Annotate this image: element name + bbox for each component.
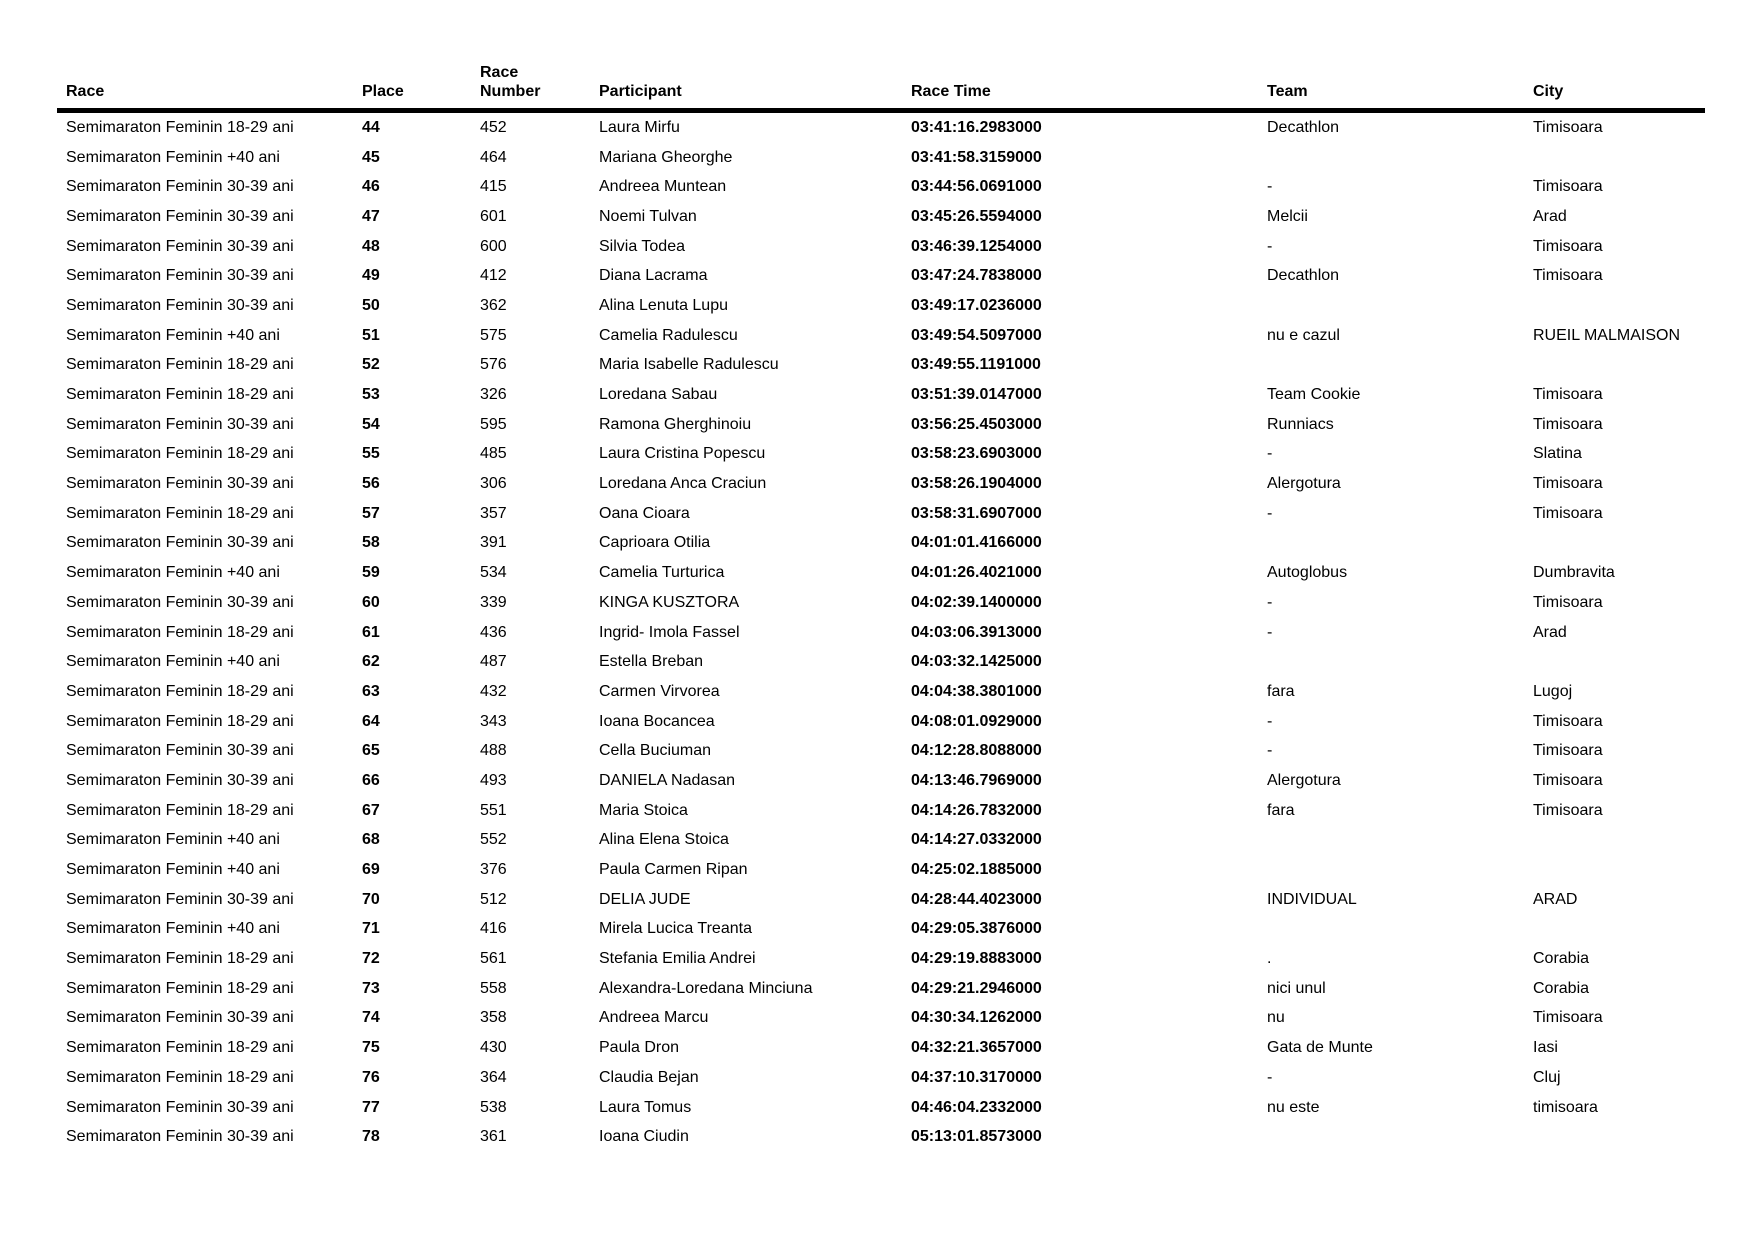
- cell-race-time: 03:58:26.1904000: [911, 475, 1042, 493]
- cell-participant: Camelia Turturica: [599, 564, 725, 582]
- cell-race-time: 04:12:28.8088000: [911, 742, 1042, 760]
- cell-team: Decathlon: [1267, 118, 1340, 136]
- cell-participant: Caprioara Otilia: [599, 534, 711, 552]
- cell-race-number: 512: [480, 890, 507, 908]
- cell-city: [1524, 528, 1705, 558]
- table-row: [57, 469, 1705, 499]
- cell-team: [1258, 528, 1524, 558]
- table-row: [57, 766, 1705, 796]
- cell-race: Semimaraton Feminin 18-29 ani: [66, 950, 294, 968]
- cell-participant: Ingrid- Imola Fassel: [599, 623, 740, 641]
- cell-race: Semimaraton Feminin 18-29 ani: [66, 504, 294, 522]
- cell-race-number: 575: [480, 326, 507, 344]
- cell-race-number: 464: [480, 148, 507, 166]
- cell-team: nici unul: [1267, 979, 1326, 997]
- cell-race-number: 376: [480, 861, 507, 879]
- cell-race-number: 306: [480, 475, 507, 493]
- cell-race-number: 576: [480, 356, 507, 374]
- cell-team: fara: [1267, 801, 1295, 819]
- cell-race-time: 03:41:16.2983000: [911, 118, 1042, 136]
- cell-race-number: 561: [480, 950, 507, 968]
- cell-participant: Andreea Muntean: [599, 178, 727, 196]
- results-page: [57, 62, 1705, 1152]
- cell-race-number: 601: [480, 207, 507, 225]
- cell-place: 61: [362, 623, 380, 641]
- table-row: [57, 142, 1705, 172]
- cell-team: Melcii: [1267, 207, 1308, 225]
- cell-participant: Ioana Bocancea: [599, 712, 715, 730]
- cell-race: Semimaraton Feminin 18-29 ani: [66, 712, 294, 730]
- cell-race-number: 538: [480, 1098, 507, 1116]
- cell-race: Semimaraton Feminin 30-39 ani: [66, 178, 294, 196]
- cell-race-number: 430: [480, 1039, 507, 1057]
- cell-city: Arad: [1533, 623, 1567, 641]
- cell-city: [1524, 647, 1705, 677]
- cell-race: Semimaraton Feminin 30-39 ani: [66, 593, 294, 611]
- header-row: [57, 62, 1705, 110]
- cell-race: Semimaraton Feminin 30-39 ani: [66, 296, 294, 314]
- cell-city: Timisoara: [1533, 801, 1603, 819]
- cell-race-time: 04:01:01.4166000: [911, 534, 1042, 552]
- cell-race-time: 03:49:17.0236000: [911, 296, 1042, 314]
- table-row: [57, 439, 1705, 469]
- cell-race-number: 452: [480, 118, 507, 136]
- cell-race-time: 03:41:58.3159000: [911, 148, 1042, 166]
- cell-race-number: 361: [480, 1128, 507, 1146]
- cell-team: nu: [1267, 1009, 1285, 1027]
- cell-race-time: 04:02:39.1400000: [911, 593, 1042, 611]
- cell-race-time: 04:01:26.4021000: [911, 564, 1042, 582]
- cell-team: -: [1267, 593, 1273, 611]
- cell-race: Semimaraton Feminin 30-39 ani: [66, 475, 294, 493]
- cell-participant: Alina Elena Stoica: [599, 831, 729, 849]
- cell-race: Semimaraton Feminin 30-39 ani: [66, 267, 294, 285]
- cell-team: Alergotura: [1267, 475, 1341, 493]
- cell-city: Cluj: [1533, 1068, 1561, 1086]
- cell-race-time: 03:51:39.0147000: [911, 386, 1042, 404]
- cell-place: 56: [362, 475, 380, 493]
- cell-place: 51: [362, 326, 380, 344]
- cell-place: 49: [362, 267, 380, 285]
- cell-city: Timisoara: [1533, 742, 1603, 760]
- table-row: [57, 944, 1705, 974]
- cell-place: 68: [362, 831, 380, 849]
- cell-participant: Mirela Lucica Treanta: [599, 920, 752, 938]
- cell-city: Timisoara: [1533, 118, 1603, 136]
- cell-race-number: 357: [480, 504, 507, 522]
- cell-place: 59: [362, 564, 380, 582]
- header-race-number-line1: Race: [480, 63, 519, 81]
- cell-participant: Andreea Marcu: [599, 1009, 709, 1027]
- cell-participant: DANIELA Nadasan: [599, 771, 736, 789]
- cell-race-number: 558: [480, 979, 507, 997]
- cell-city: Corabia: [1533, 979, 1590, 997]
- cell-race: Semimaraton Feminin 30-39 ani: [66, 207, 294, 225]
- cell-team: Runniacs: [1267, 415, 1334, 433]
- cell-team: -: [1267, 712, 1273, 730]
- table-row: [57, 172, 1705, 202]
- cell-race-number: 364: [480, 1068, 507, 1086]
- header-team: Team: [1258, 62, 1524, 110]
- header-city: City: [1524, 62, 1705, 110]
- cell-place: 54: [362, 415, 380, 433]
- cell-place: 47: [362, 207, 380, 225]
- cell-race-number: 391: [480, 534, 507, 552]
- cell-team: Alergotura: [1267, 771, 1341, 789]
- cell-race: Semimaraton Feminin 30-39 ani: [66, 1009, 294, 1027]
- cell-city: ARAD: [1533, 890, 1578, 908]
- cell-race-time: 04:46:04.2332000: [911, 1098, 1042, 1116]
- table-row: [57, 261, 1705, 291]
- table-row: [57, 291, 1705, 321]
- cell-city: Corabia: [1533, 950, 1590, 968]
- table-row: [57, 855, 1705, 885]
- cell-city: Timisoara: [1533, 237, 1603, 255]
- cell-place: 52: [362, 356, 380, 374]
- cell-race: Semimaraton Feminin 18-29 ani: [66, 682, 294, 700]
- cell-race-number: 493: [480, 771, 507, 789]
- cell-team: -: [1267, 623, 1273, 641]
- cell-race-number: 326: [480, 386, 507, 404]
- header-race-time: Race Time: [902, 62, 1258, 110]
- cell-participant: KINGA KUSZTORA: [599, 593, 740, 611]
- table-row: [57, 795, 1705, 825]
- cell-race-time: 03:58:31.6907000: [911, 504, 1042, 522]
- header-place: Place: [353, 62, 471, 110]
- cell-race-time: 03:58:23.6903000: [911, 445, 1042, 463]
- cell-participant: Alina Lenuta Lupu: [599, 296, 728, 314]
- table-row: [57, 825, 1705, 855]
- cell-race: Semimaraton Feminin 30-39 ani: [66, 1128, 294, 1146]
- cell-race-time: 04:29:19.8883000: [911, 950, 1042, 968]
- cell-city: [1524, 291, 1705, 321]
- cell-race: Semimaraton Feminin +40 ani: [66, 861, 280, 879]
- cell-team: -: [1267, 178, 1273, 196]
- cell-place: 75: [362, 1039, 380, 1057]
- cell-race: Semimaraton Feminin 18-29 ani: [66, 356, 294, 374]
- cell-team: [1258, 350, 1524, 380]
- cell-place: 70: [362, 890, 380, 908]
- header-race-number: [471, 62, 590, 110]
- table-body: [57, 110, 1705, 1152]
- cell-race-number: 339: [480, 593, 507, 611]
- cell-race: Semimaraton Feminin 30-39 ani: [66, 534, 294, 552]
- cell-place: 50: [362, 296, 380, 314]
- cell-city: Timisoara: [1533, 504, 1603, 522]
- cell-place: 73: [362, 979, 380, 997]
- cell-participant: Cella Buciuman: [599, 742, 712, 760]
- cell-city: Timisoara: [1533, 771, 1603, 789]
- cell-city: Dumbravita: [1533, 564, 1615, 582]
- results-table: [57, 62, 1705, 1152]
- cell-team: -: [1267, 742, 1273, 760]
- cell-place: 72: [362, 950, 380, 968]
- cell-team: -: [1267, 237, 1273, 255]
- cell-race-time: 04:28:44.4023000: [911, 890, 1042, 908]
- cell-race: Semimaraton Feminin 30-39 ani: [66, 237, 294, 255]
- table-row: [57, 350, 1705, 380]
- cell-team: Gata de Munte: [1267, 1039, 1373, 1057]
- cell-participant: Laura Tomus: [599, 1098, 692, 1116]
- table-row: [57, 706, 1705, 736]
- cell-race-number: 416: [480, 920, 507, 938]
- cell-place: 48: [362, 237, 380, 255]
- cell-place: 67: [362, 801, 380, 819]
- cell-city: Slatina: [1533, 445, 1582, 463]
- cell-race-time: 03:49:55.1191000: [911, 356, 1041, 374]
- cell-race-time: 03:47:24.7838000: [911, 267, 1042, 285]
- table-row: [57, 110, 1705, 142]
- cell-race: Semimaraton Feminin 18-29 ani: [66, 801, 294, 819]
- table-row: [57, 914, 1705, 944]
- cell-place: 74: [362, 1009, 380, 1027]
- cell-participant: Oana Cioara: [599, 504, 690, 522]
- cell-city: RUEIL MALMAISON: [1533, 326, 1680, 344]
- cell-race: Semimaraton Feminin +40 ani: [66, 564, 280, 582]
- cell-team: [1258, 291, 1524, 321]
- cell-race-time: 03:46:39.1254000: [911, 237, 1042, 255]
- cell-place: 57: [362, 504, 380, 522]
- cell-race: Semimaraton Feminin 18-29 ani: [66, 979, 294, 997]
- table-row: [57, 1063, 1705, 1093]
- cell-race-time: 05:13:01.8573000: [911, 1128, 1042, 1146]
- cell-race-time: 04:03:06.3913000: [911, 623, 1042, 641]
- cell-participant: Paula Dron: [599, 1039, 680, 1057]
- cell-participant: DELIA JUDE: [599, 890, 691, 908]
- cell-participant: Claudia Bejan: [599, 1068, 699, 1086]
- cell-race-number: 551: [480, 801, 507, 819]
- cell-race-number: 552: [480, 831, 507, 849]
- table-row: [57, 677, 1705, 707]
- cell-race-time: 04:25:02.1885000: [911, 861, 1042, 879]
- table-row: [57, 528, 1705, 558]
- cell-city: [1524, 914, 1705, 944]
- cell-race: Semimaraton Feminin 30-39 ani: [66, 1098, 294, 1116]
- cell-participant: Mariana Gheorghe: [599, 148, 733, 166]
- cell-place: 44: [362, 118, 380, 136]
- table-row: [57, 202, 1705, 232]
- cell-participant: Loredana Anca Craciun: [599, 475, 767, 493]
- cell-participant: Noemi Tulvan: [599, 207, 697, 225]
- table-row: [57, 320, 1705, 350]
- cell-participant: Estella Breban: [599, 653, 704, 671]
- cell-place: 76: [362, 1068, 380, 1086]
- cell-race-number: 600: [480, 237, 507, 255]
- cell-city: Timisoara: [1533, 178, 1603, 196]
- cell-place: 69: [362, 861, 380, 879]
- cell-city: Timisoara: [1533, 415, 1603, 433]
- cell-place: 64: [362, 712, 380, 730]
- cell-participant: Camelia Radulescu: [599, 326, 738, 344]
- cell-race-time: 04:13:46.7969000: [911, 771, 1042, 789]
- cell-participant: Laura Mirfu: [599, 118, 680, 136]
- cell-race: Semimaraton Feminin 30-39 ani: [66, 742, 294, 760]
- cell-race-number: 488: [480, 742, 507, 760]
- cell-race: Semimaraton Feminin +40 ani: [66, 326, 280, 344]
- cell-race: Semimaraton Feminin +40 ani: [66, 831, 280, 849]
- header-race-number-line2: Number: [480, 82, 541, 100]
- cell-race-number: 485: [480, 445, 507, 463]
- cell-city: Arad: [1533, 207, 1567, 225]
- cell-team: nu e cazul: [1267, 326, 1340, 344]
- cell-race-number: 595: [480, 415, 507, 433]
- table-row: [57, 498, 1705, 528]
- cell-place: 46: [362, 178, 380, 196]
- cell-race-time: 04:37:10.3170000: [911, 1068, 1042, 1086]
- cell-place: 77: [362, 1098, 380, 1116]
- table-row: [57, 1033, 1705, 1063]
- cell-city: Timisoara: [1533, 386, 1603, 404]
- cell-race: Semimaraton Feminin 30-39 ani: [66, 771, 294, 789]
- cell-race-time: 04:14:27.0332000: [911, 831, 1042, 849]
- cell-race-time: 04:30:34.1262000: [911, 1009, 1042, 1027]
- table-row: [57, 1003, 1705, 1033]
- table-row: [57, 973, 1705, 1003]
- cell-race: Semimaraton Feminin 18-29 ani: [66, 386, 294, 404]
- cell-city: Timisoara: [1533, 593, 1603, 611]
- cell-participant: Maria Isabelle Radulescu: [599, 356, 779, 374]
- cell-participant: Stefania Emilia Andrei: [599, 950, 756, 968]
- cell-city: Timisoara: [1533, 475, 1603, 493]
- cell-race: Semimaraton Feminin 18-29 ani: [66, 445, 294, 463]
- table-row: [57, 1092, 1705, 1122]
- cell-race: Semimaraton Feminin 18-29 ani: [66, 1039, 294, 1057]
- cell-participant: Loredana Sabau: [599, 386, 718, 404]
- cell-team: Autoglobus: [1267, 564, 1348, 582]
- cell-race-time: 04:29:05.3876000: [911, 920, 1042, 938]
- cell-participant: Diana Lacrama: [599, 267, 708, 285]
- cell-team: [1258, 1122, 1524, 1152]
- cell-city: Timisoara: [1533, 1009, 1603, 1027]
- cell-team: [1258, 142, 1524, 172]
- cell-race: Semimaraton Feminin +40 ani: [66, 148, 280, 166]
- cell-team: [1258, 855, 1524, 885]
- table-row: [57, 647, 1705, 677]
- cell-place: 62: [362, 653, 380, 671]
- cell-participant: Paula Carmen Ripan: [599, 861, 748, 879]
- cell-team: [1258, 914, 1524, 944]
- table-row: [57, 588, 1705, 618]
- cell-place: 58: [362, 534, 380, 552]
- table-row: [57, 231, 1705, 261]
- cell-race-number: 534: [480, 564, 507, 582]
- cell-team: .: [1267, 950, 1272, 968]
- cell-team: Decathlon: [1267, 267, 1340, 285]
- cell-race-time: 04:03:32.1425000: [911, 653, 1042, 671]
- table-header: [57, 62, 1705, 110]
- table-row: [57, 884, 1705, 914]
- cell-participant: Maria Stoica: [599, 801, 688, 819]
- cell-race-number: 362: [480, 296, 507, 314]
- table-row: [57, 1122, 1705, 1152]
- cell-city: [1524, 142, 1705, 172]
- cell-race-time: 04:32:21.3657000: [911, 1039, 1042, 1057]
- cell-place: 78: [362, 1128, 380, 1146]
- cell-place: 55: [362, 445, 380, 463]
- cell-place: 60: [362, 593, 380, 611]
- cell-team: -: [1267, 445, 1273, 463]
- cell-race-number: 432: [480, 682, 507, 700]
- cell-race: Semimaraton Feminin 18-29 ani: [66, 623, 294, 641]
- header-race: Race: [57, 62, 353, 110]
- cell-race-time: 04:14:26.7832000: [911, 801, 1042, 819]
- cell-place: 66: [362, 771, 380, 789]
- cell-race-time: 04:04:38.3801000: [911, 682, 1042, 700]
- cell-participant: Ramona Gherghinoiu: [599, 415, 752, 433]
- header-participant: Participant: [590, 62, 902, 110]
- table-row: [57, 380, 1705, 410]
- cell-place: 45: [362, 148, 380, 166]
- cell-team: Team Cookie: [1267, 386, 1361, 404]
- cell-race: Semimaraton Feminin 30-39 ani: [66, 415, 294, 433]
- cell-city: [1524, 855, 1705, 885]
- cell-participant: Laura Cristina Popescu: [599, 445, 766, 463]
- cell-race-number: 487: [480, 653, 507, 671]
- cell-participant: Ioana Ciudin: [599, 1128, 689, 1146]
- cell-race-number: 412: [480, 267, 507, 285]
- table-row: [57, 409, 1705, 439]
- cell-race: Semimaraton Feminin 18-29 ani: [66, 118, 294, 136]
- cell-team: [1258, 825, 1524, 855]
- cell-place: 63: [362, 682, 380, 700]
- cell-team: -: [1267, 1068, 1273, 1086]
- cell-team: [1258, 647, 1524, 677]
- cell-race-number: 343: [480, 712, 507, 730]
- cell-city: Iasi: [1533, 1039, 1558, 1057]
- table-row: [57, 558, 1705, 588]
- cell-city: Timisoara: [1533, 712, 1603, 730]
- cell-city: [1524, 350, 1705, 380]
- cell-place: 71: [362, 920, 380, 938]
- cell-city: [1524, 1122, 1705, 1152]
- cell-race-time: 04:08:01.0929000: [911, 712, 1042, 730]
- table-row: [57, 736, 1705, 766]
- cell-city: [1524, 825, 1705, 855]
- cell-participant: Carmen Virvorea: [599, 682, 720, 700]
- cell-city: timisoara: [1533, 1098, 1598, 1116]
- cell-race: Semimaraton Feminin +40 ani: [66, 920, 280, 938]
- cell-race-number: 436: [480, 623, 507, 641]
- cell-race: Semimaraton Feminin +40 ani: [66, 653, 280, 671]
- table-row: [57, 617, 1705, 647]
- cell-team: INDIVIDUAL: [1267, 890, 1357, 908]
- cell-city: Lugoj: [1533, 682, 1573, 700]
- cell-team: fara: [1267, 682, 1295, 700]
- cell-participant: Alexandra-Loredana Minciuna: [599, 979, 813, 997]
- cell-race-time: 03:44:56.0691000: [911, 178, 1042, 196]
- cell-race-time: 03:49:54.5097000: [911, 326, 1042, 344]
- cell-place: 53: [362, 386, 380, 404]
- cell-race: Semimaraton Feminin 18-29 ani: [66, 1068, 294, 1086]
- cell-place: 65: [362, 742, 380, 760]
- cell-team: -: [1267, 504, 1273, 522]
- cell-race-number: 415: [480, 178, 507, 196]
- cell-participant: Silvia Todea: [599, 237, 685, 255]
- cell-race-number: 358: [480, 1009, 507, 1027]
- cell-team: nu este: [1267, 1098, 1320, 1116]
- cell-race-time: 03:56:25.4503000: [911, 415, 1042, 433]
- cell-race-time: 04:29:21.2946000: [911, 979, 1042, 997]
- cell-race: Semimaraton Feminin 30-39 ani: [66, 890, 294, 908]
- cell-city: Timisoara: [1533, 267, 1603, 285]
- cell-race-time: 03:45:26.5594000: [911, 207, 1042, 225]
